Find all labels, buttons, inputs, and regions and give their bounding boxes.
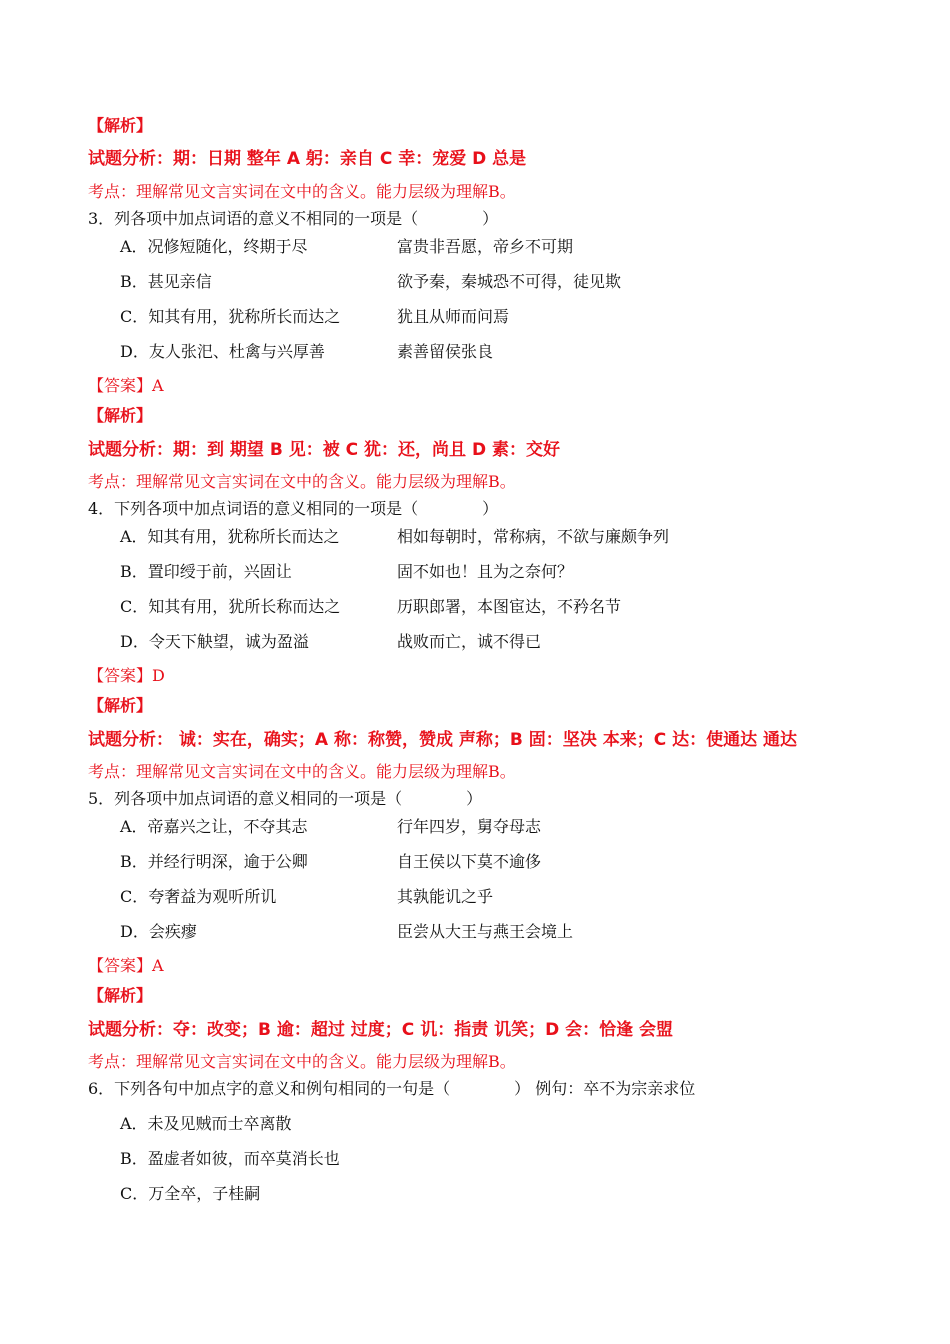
option-right: 固不如也！且为之奈何？	[397, 562, 574, 581]
option-right: 相如每朝时，常称病，不欲与廉颇争列	[397, 527, 670, 546]
kaodian-text: 考点：理解常见文言实词在文中的含义。能力层级为理解B。	[88, 182, 516, 201]
option-right: 富贵非吾愿，帝乡不可期	[397, 237, 574, 256]
option-item: C．万全卒，子桂嗣	[120, 1184, 261, 1203]
option-left: A．帝嘉兴之让，不夺其志	[120, 817, 308, 836]
option-left: C．夸奢益为观听所讥	[120, 887, 277, 906]
option-item: A．未及见贼而士卒离散	[120, 1114, 292, 1133]
kaodian-text: 考点：理解常见文言实词在文中的含义。能力层级为理解B。	[88, 472, 516, 491]
option-left: B．置印绶于前，兴固让	[120, 562, 292, 581]
option-right: 犹且从师而问焉	[397, 307, 510, 326]
option-right: 自王侯以下莫不逾侈	[397, 852, 542, 871]
option-right: 其孰能讥之乎	[397, 887, 494, 906]
option-right: 欲予秦，秦城恐不可得，徒见欺	[397, 272, 622, 291]
jiexi-heading: 【解析】	[88, 406, 153, 425]
option-left: B．甚见亲信	[120, 272, 212, 291]
question-stem: 3．列各项中加点词语的意义不相同的一项是（ ）	[88, 209, 499, 228]
analysis-text: 试题分析：夺：改变；B 逾：超过 过度；C 讥：指责 讥笑；D 会：恰逢 会盟	[88, 1020, 674, 1040]
answer-text: 【答案】A	[88, 956, 164, 975]
option-left: C．知其有用，犹称所长而达之	[120, 307, 341, 326]
option-item: B．盈虚者如彼，而卒莫消长也	[120, 1149, 340, 1168]
option-right: 历职郎署，本图宦达，不矜名节	[397, 597, 622, 616]
option-left: D．会疾瘳	[120, 922, 197, 941]
kaodian-text: 考点：理解常见文言实词在文中的含义。能力层级为理解B。	[88, 762, 516, 781]
jiexi-heading: 【解析】	[88, 116, 153, 135]
jiexi-heading: 【解析】	[88, 696, 153, 715]
kaodian-text: 考点：理解常见文言实词在文中的含义。能力层级为理解B。	[88, 1052, 516, 1071]
option-left: B．并经行明深，逾于公卿	[120, 852, 308, 871]
jiexi-heading: 【解析】	[88, 986, 153, 1005]
analysis-text: 试题分析：期：到 期望 B 见：被 C 犹：还，尚且 D 素：交好	[88, 440, 560, 460]
option-left: D．友人张汜、杜禽与兴厚善	[120, 342, 325, 361]
option-left: A．况修短随化，终期于尽	[120, 237, 308, 256]
question-stem: 6．下列各句中加点字的意义和例句相同的一句是（ ） 例句：卒不为宗亲求位	[88, 1079, 696, 1098]
option-left: A．知其有用，犹称所长而达之	[120, 527, 340, 546]
analysis-text: 试题分析： 诚：实在，确实；A 称：称赞，赞成 声称；B 固：坚决 本来；C 达：使通达 通达	[88, 730, 798, 750]
analysis-text: 试题分析：期：日期 整年 A 躬：亲自 C 幸：宠爱 D 总是	[88, 149, 527, 169]
option-right: 素善留侯张良	[397, 342, 494, 361]
answer-text: 【答案】A	[88, 376, 164, 395]
option-left: C．知其有用，犹所长称而达之	[120, 597, 341, 616]
option-right: 臣尝从大王与燕王会境上	[397, 922, 574, 941]
option-right: 行年四岁，舅夺母志	[397, 817, 542, 836]
question-stem: 5．列各项中加点词语的意义相同的一项是（ ）	[88, 789, 483, 808]
option-right: 战败而亡，诚不得已	[397, 632, 542, 651]
question-stem: 4．下列各项中加点词语的意义相同的一项是（ ）	[88, 499, 499, 518]
option-left: D．令天下觖望，诚为盈溢	[120, 632, 309, 651]
answer-text: 【答案】D	[88, 666, 165, 685]
